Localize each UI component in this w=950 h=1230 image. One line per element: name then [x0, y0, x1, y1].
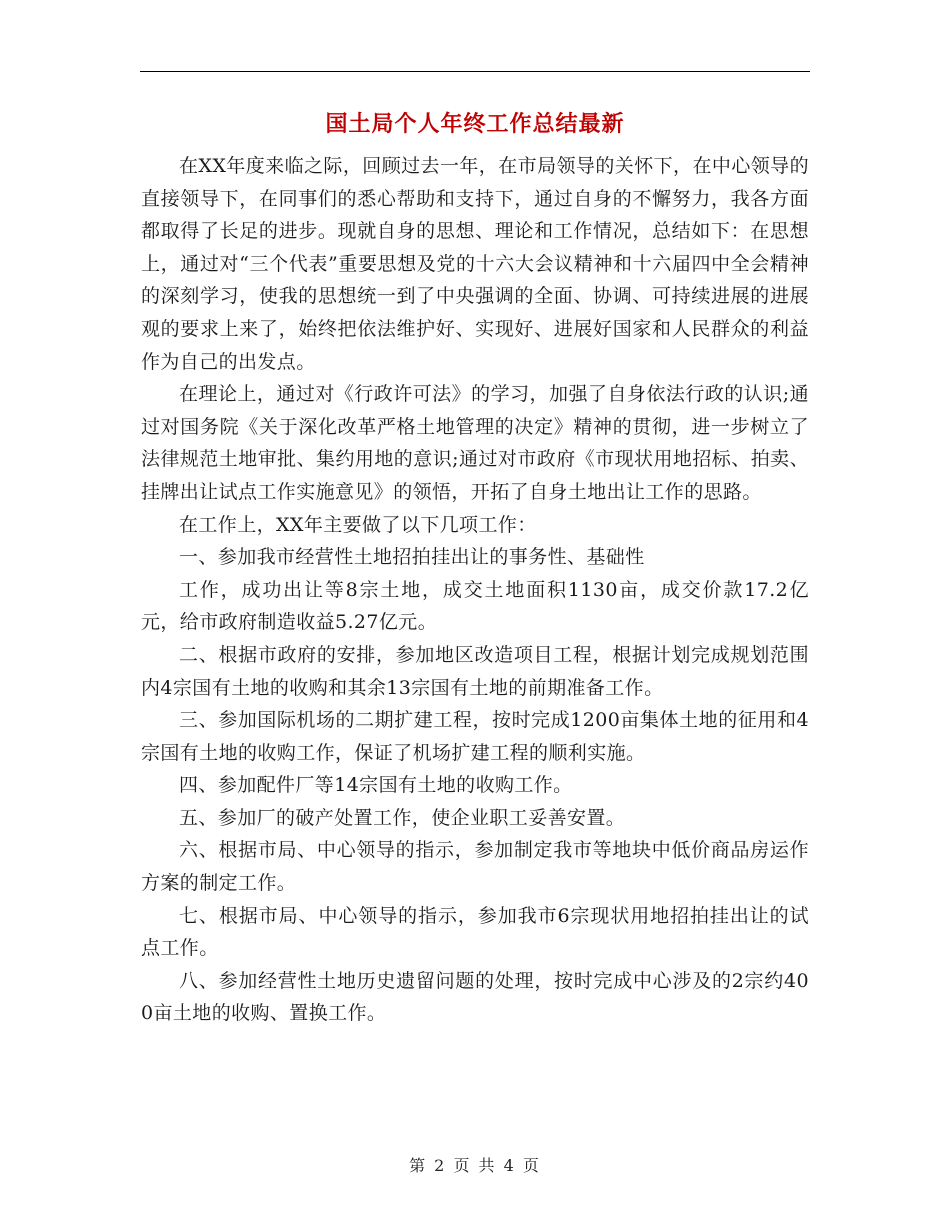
page-number-footer: 第 2 页 共 4 页 — [409, 1156, 541, 1175]
paragraph-item-8: 八、参加经营性土地历史遗留问题的处理，按时完成中心涉及的2宗约400亩土地的收购、置换工作。 — [141, 969, 809, 1025]
paragraph-item-1-detail: 工作，成功出让等8宗土地，成交土地面积1130亩，成交价款17.2亿元，给市政府制造收益5.27亿元。 — [141, 578, 809, 634]
paragraph-intro: 在XX年度来临之际，回顾过去一年，在市局领导的关怀下，在中心领导的直接领导下，在同事们的悉心帮助和支持下，通过自身的不懈努力，我各方面都取得了长足的进步。现就自身的思想、理论和工作情况，总结如下：在思想上，通过对“三个代表”重要思想及党的十六大会议精神和十六届四中全会精神的深刻学习，使我的思想统一到了中央强调的全面、协调、可持续进展的进展观的要求上来了，始终把依法维护好、实现好、进展好国家和人民群众的利益作为自己的出发点。 — [141, 155, 809, 373]
paragraph-item-5: 五、参加厂的破产处置工作，使企业职工妥善安置。 — [179, 806, 626, 829]
paragraph-item-4: 四、参加配件厂等14宗国有土地的收购工作。 — [179, 774, 573, 797]
paragraph-item-2: 二、根据市政府的安排，参加地区改造项目工程，根据计划完成规划范围内4宗国有土地的收购和其余13宗国有土地的前期准备工作。 — [141, 643, 809, 699]
paragraph-item-6: 六、根据市局、中心领导的指示，参加制定我市等地块中低价商品房运作方案的制定工作。 — [141, 839, 809, 895]
document-title: 国土局个人年终工作总结最新 — [325, 112, 625, 137]
paragraph-item-7: 七、根据市局、中心领导的指示，参加我市6宗现状用地招拍挂出让的试点工作。 — [141, 904, 809, 960]
paragraph-item-1: 一、参加我市经营性土地招拍挂出让的事务性、基础性 — [179, 546, 645, 569]
header-rule — [140, 71, 810, 72]
paragraph-item-3: 三、参加国际机场的二期扩建工程，按时完成1200亩集体土地的征用和4宗国有土地的收购工作，保证了机场扩建工程的顺利实施。 — [141, 709, 809, 764]
document-body — [141, 150, 809, 1030]
paragraph-work-intro: 在工作上，XX年主要做了以下几项工作： — [179, 513, 537, 536]
paragraph-theory: 在理论上，通过对《行政许可法》的学习，加强了自身依法行政的认识;通过对国务院《关于深化改革严格土地管理的决定》精神的贯彻，进一步树立了法律规范土地审批、集约用地的意识;通过对市政府《市现状用地招标、拍卖、挂牌出让试点工作实施意见》的领悟，开拓了自身土地出让工作的思路。 — [141, 383, 809, 503]
